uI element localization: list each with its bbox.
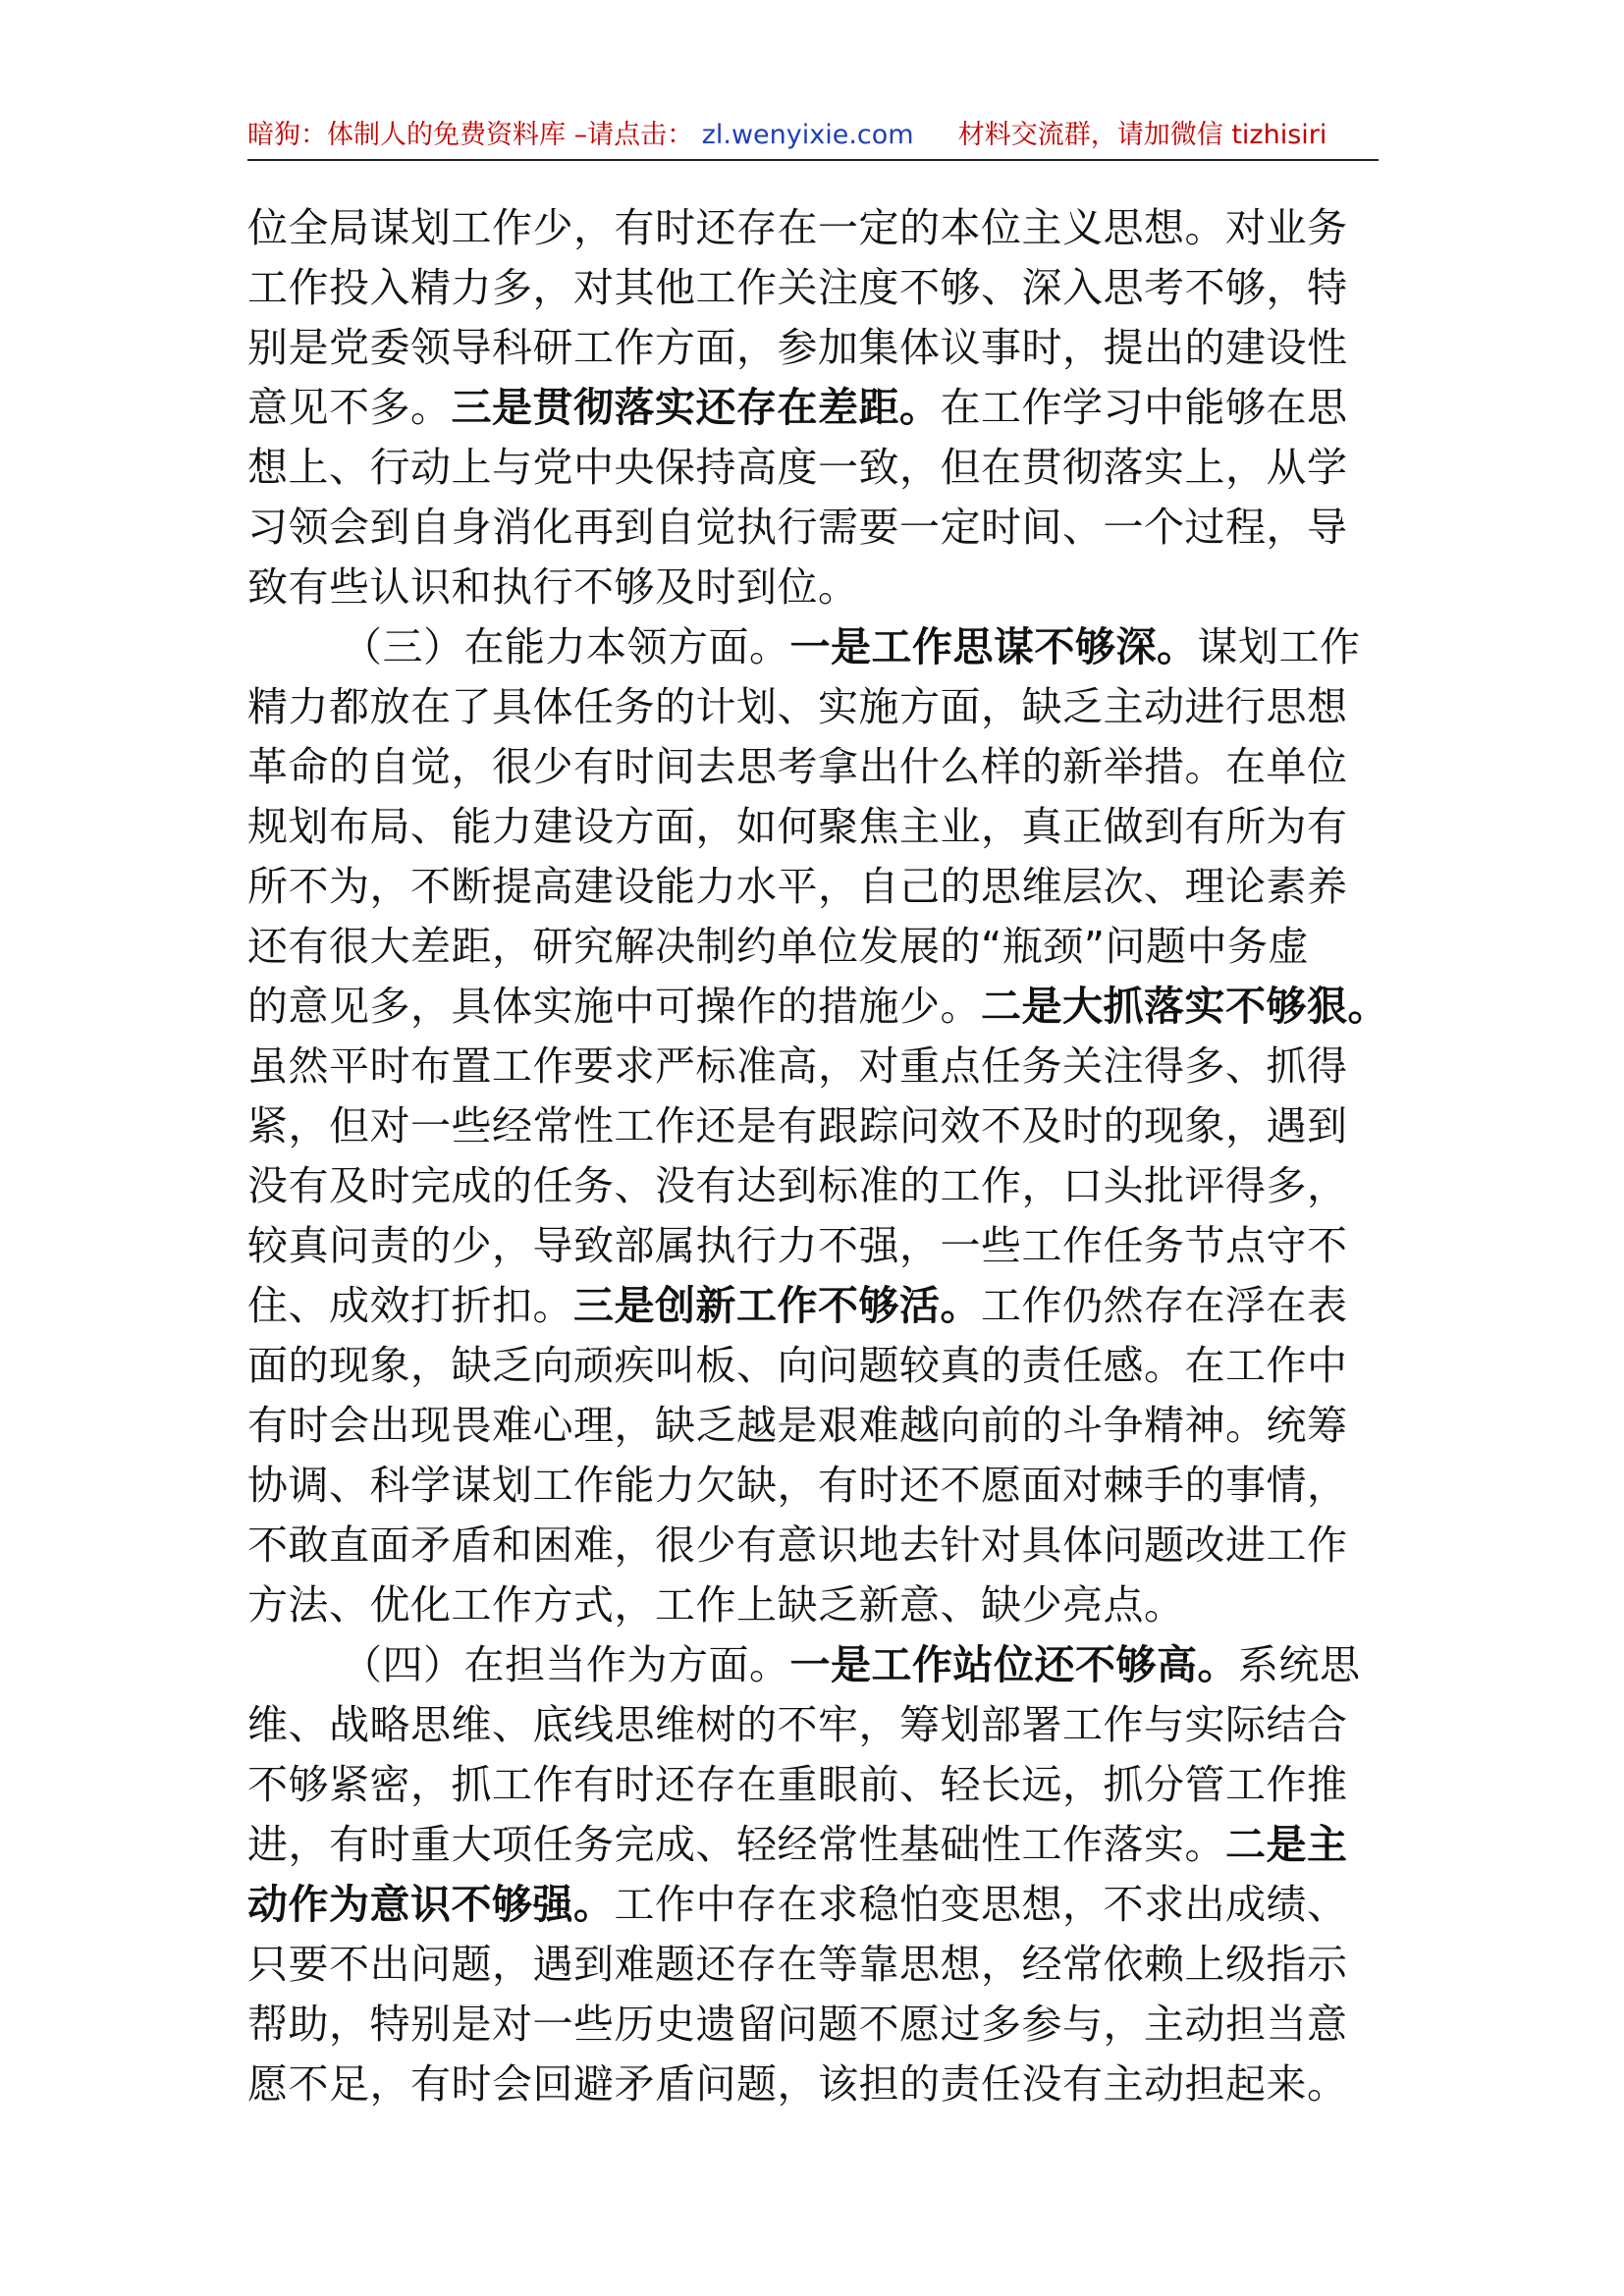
- text-line: [247, 737, 1388, 797]
- body-text-run: 所不为，不断提高建设能力水平，自己的思维层次、理论素养: [247, 863, 1348, 910]
- body-text-run: （三）在能力本领方面。: [342, 623, 790, 670]
- body-text-run: 维、战略思维、底线思维树的不牢，筹划部署工作与实际结合: [247, 1701, 1348, 1748]
- text-line: [247, 1276, 1388, 1336]
- text-line: [247, 1516, 1388, 1575]
- body-text-run: （四）在担当作为方面。: [342, 1641, 790, 1688]
- body-text-run: 愿不足，有时会回避矛盾问题，该担的责任没有主动担起来。: [247, 2060, 1348, 2108]
- body-text-run: 致有些认识和执行不够及时到位。: [247, 563, 859, 611]
- paragraph: [247, 198, 1388, 617]
- body-text-run: 面的现象，缺乏向顽疾叫板、向问题较真的责任感。在工作中: [247, 1342, 1348, 1389]
- text-line: [247, 977, 1388, 1037]
- text-line: [247, 1336, 1388, 1396]
- page-header: [247, 116, 1379, 155]
- text-line: [247, 1216, 1388, 1276]
- body-text-run: 住、成效打折扣。: [247, 1282, 573, 1329]
- body-text-run: 工作投入精力多，对其他工作关注度不够、深入思考不够，特: [247, 264, 1348, 311]
- bold-heading-text: 三是贯彻落实还存在差距。: [451, 384, 941, 431]
- body-text-run: 习领会到自身消化再到自觉执行需要一定时间、一个过程，导: [247, 504, 1348, 551]
- header-click-prompt: –请点击：: [573, 120, 694, 150]
- text-line: [247, 917, 1388, 977]
- body-text-run: 进，有时重大项任务完成、轻经常性基础性工作落实。: [247, 1821, 1225, 1868]
- bold-heading-text: 三是创新工作不够活。: [573, 1282, 981, 1329]
- header-site-label: 暗狗：体制人的免费资料库: [247, 120, 566, 150]
- text-line: [247, 1815, 1388, 1875]
- bold-heading-text: 一是工作思谋不够深。: [789, 623, 1198, 670]
- body-text-run: 意见不多。: [247, 384, 452, 431]
- text-line: [247, 1755, 1388, 1815]
- text-line: [247, 1995, 1388, 2055]
- body-text-run: 有时会出现畏难心理，缺乏越是艰难越向前的斗争精神。统筹: [247, 1402, 1348, 1449]
- text-line: [247, 677, 1388, 737]
- text-line: [247, 558, 1388, 617]
- body-text-run: 没有及时完成的任务、没有达到标准的工作，口头批评得多，: [247, 1162, 1348, 1209]
- text-line: [247, 797, 1388, 857]
- text-line: [247, 617, 1388, 677]
- body-text-run: 规划布局、能力建设方面，如何聚焦主业，真正做到有所为有: [247, 803, 1348, 850]
- body-text-run: 帮助，特别是对一些历史遗留问题不愿过多参与，主动担当意: [247, 2001, 1348, 2048]
- bold-heading-text: 一是工作站位还不够高。: [789, 1641, 1238, 1688]
- body-text-run: 谋划工作: [1197, 623, 1361, 670]
- body-text-run: 还有很大差距，研究解决制约单位发展的“瓶颈”问题中务虚: [247, 923, 1309, 970]
- text-line: [247, 498, 1388, 558]
- body-text-run: 的意见多，具体实施中可操作的措施少。: [247, 983, 981, 1030]
- text-line: [247, 438, 1388, 498]
- body-text-run: 位全局谋划工作少，有时还存在一定的本位主义思想。对业务: [247, 204, 1348, 251]
- bold-heading-text: 二是主: [1225, 1821, 1348, 1868]
- body-text-run: 革命的自觉，很少有时间去思考拿出什么样的新举措。在单位: [247, 743, 1348, 790]
- text-line: [247, 198, 1388, 258]
- body-text-run: 工作仍然存在浮在表: [981, 1282, 1348, 1329]
- body-text-run: 虽然平时布置工作要求严标准高，对重点任务关注得多、抓得: [247, 1042, 1348, 1090]
- text-line: [247, 258, 1388, 318]
- paragraph: [247, 1635, 1388, 2114]
- body-text-run: 别是党委领导科研工作方面，参加集体议事时，提出的建设性: [247, 324, 1348, 371]
- text-line: [247, 318, 1388, 378]
- body-text-run: 方法、优化工作方式，工作上缺乏新意、缺少亮点。: [247, 1581, 1185, 1629]
- text-line: [247, 1935, 1388, 1995]
- bold-heading-text: 动作为意识不够强。: [247, 1881, 615, 1928]
- body-text-run: 只要不出问题，遇到难题还存在等靠思想，经常依赖上级指示: [247, 1941, 1348, 1988]
- text-line: [247, 1156, 1388, 1216]
- body-text-run: 在工作学习中能够在思: [940, 384, 1348, 431]
- body-text-run: 想上、行动上与党中央保持高度一致，但在贯彻落实上，从学: [247, 444, 1348, 491]
- body-text-run: 不够紧密，抓工作有时还存在重眼前、轻长远，抓分管工作推: [247, 1761, 1348, 1808]
- text-line: [247, 1695, 1388, 1755]
- body-text-run: 紧，但对一些经常性工作还是有跟踪问效不及时的现象，遇到: [247, 1102, 1348, 1149]
- body-text-run: 工作中存在求稳怕变思想，不求出成绩、: [614, 1881, 1348, 1928]
- header-divider: [247, 159, 1379, 161]
- text-line: [247, 2055, 1388, 2114]
- body-text-run: 系统思: [1238, 1641, 1361, 1688]
- text-line: [247, 1875, 1388, 1935]
- header-group-note: 材料交流群，请加微信 tizhisiri: [957, 120, 1327, 150]
- text-line: [247, 1096, 1388, 1156]
- header-url-link[interactable]: zl.wenyixie.com: [701, 120, 914, 150]
- text-line: [247, 1635, 1388, 1695]
- body-text-run: 不敢直面矛盾和困难，很少有意识地去针对具体问题改进工作: [247, 1522, 1348, 1569]
- text-line: [247, 1037, 1388, 1096]
- bold-heading-text: 二是大抓落实不够狠。: [981, 983, 1388, 1030]
- text-line: [247, 857, 1388, 917]
- body-text-run: 较真问责的少，导致部属执行力不强，一些工作任务节点守不: [247, 1222, 1348, 1269]
- text-line: [247, 1456, 1388, 1516]
- body-text-run: 精力都放在了具体任务的计划、实施方面，缺乏主动进行思想: [247, 683, 1348, 730]
- paragraph: [247, 617, 1388, 1635]
- text-line: [247, 1575, 1388, 1635]
- document-body: [247, 198, 1388, 2114]
- body-text-run: 协调、科学谋划工作能力欠缺，有时还不愿面对棘手的事情，: [247, 1462, 1348, 1509]
- text-line: [247, 378, 1388, 438]
- text-line: [247, 1396, 1388, 1456]
